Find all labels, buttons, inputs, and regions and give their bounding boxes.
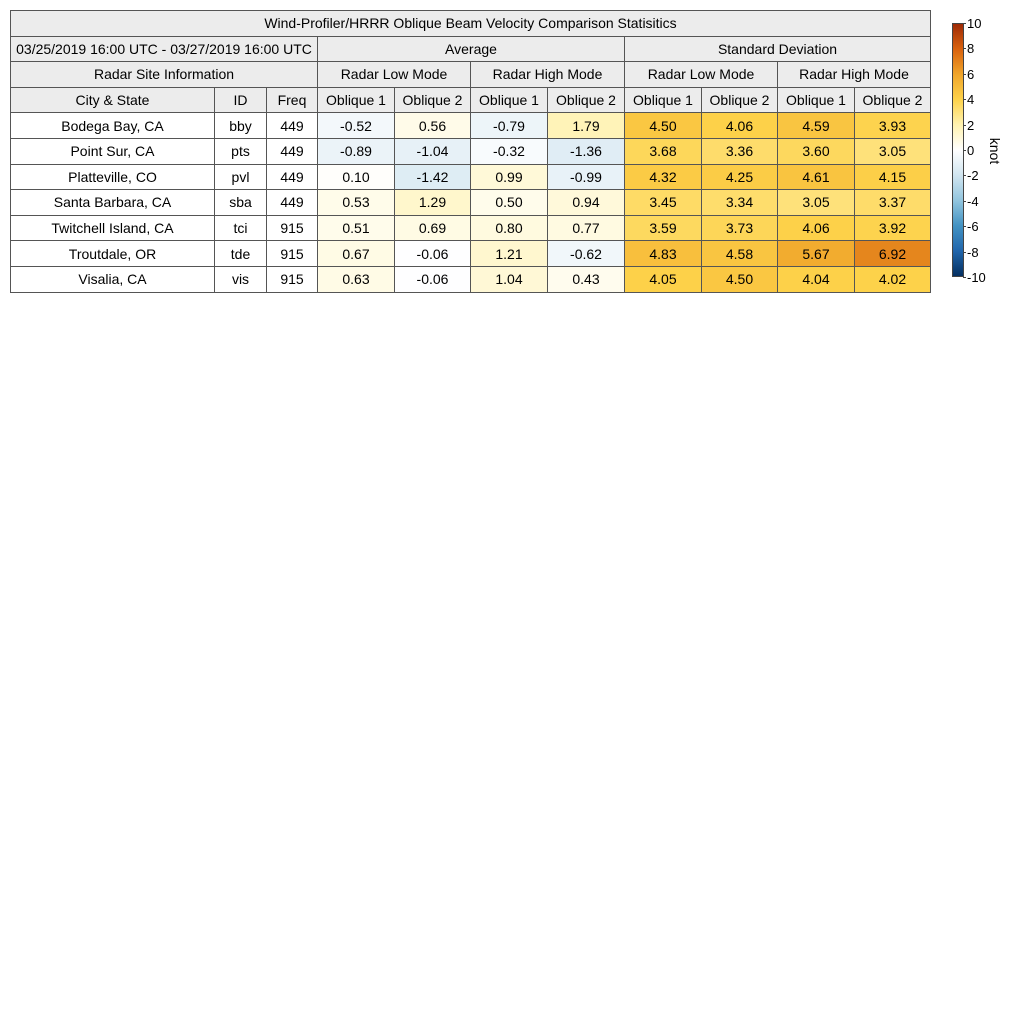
value-cell: 4.58 (702, 241, 778, 267)
value-cell: 3.36 (702, 138, 778, 164)
value-cell: 4.06 (778, 215, 855, 241)
cell-freq: 449 (267, 190, 318, 216)
column-header-city: City & State (11, 87, 215, 113)
value-cell: 0.50 (471, 190, 548, 216)
value-cell: -0.32 (471, 138, 548, 164)
colorbar-tick-label: -4 (967, 193, 979, 209)
stats-table (10, 10, 931, 293)
group-header-std-dev: Standard Deviation (625, 36, 931, 62)
value-cell: 3.37 (855, 190, 931, 216)
value-cell: 3.60 (778, 138, 855, 164)
value-cell: 1.29 (395, 190, 471, 216)
cell-freq: 449 (267, 113, 318, 139)
colorbar-tick-label: -2 (967, 168, 979, 184)
mode-header-sd-low: Radar Low Mode (625, 62, 778, 88)
value-cell: 0.63 (318, 266, 395, 292)
value-cell: 3.73 (702, 215, 778, 241)
cell-city: Platteville, CO (11, 164, 215, 190)
value-cell: 0.67 (318, 241, 395, 267)
table-row (11, 113, 931, 139)
value-cell: 1.04 (471, 266, 548, 292)
value-cell: -0.79 (471, 113, 548, 139)
value-cell: 4.32 (625, 164, 702, 190)
cell-id: pts (215, 138, 267, 164)
colorbar-tick-label: 8 (967, 41, 975, 57)
value-cell: -1.42 (395, 164, 471, 190)
value-cell: 0.51 (318, 215, 395, 241)
value-cell: -0.06 (395, 241, 471, 267)
value-cell: 4.02 (855, 266, 931, 292)
value-cell: -1.36 (548, 138, 625, 164)
value-cell: 3.05 (855, 138, 931, 164)
cell-freq: 449 (267, 164, 318, 190)
value-cell: 4.50 (625, 113, 702, 139)
value-cell: 4.59 (778, 113, 855, 139)
value-cell: 0.56 (395, 113, 471, 139)
table-row (11, 215, 931, 241)
value-cell: 6.92 (855, 241, 931, 267)
group-header-average: Average (318, 36, 625, 62)
value-cell: -0.06 (395, 266, 471, 292)
cell-id: sba (215, 190, 267, 216)
value-cell: 0.69 (395, 215, 471, 241)
value-cell: 1.21 (471, 241, 548, 267)
cell-freq: 915 (267, 241, 318, 267)
value-cell: 0.99 (471, 164, 548, 190)
value-cell: 3.45 (625, 190, 702, 216)
table-row (11, 266, 931, 292)
cell-city: Santa Barbara, CA (11, 190, 215, 216)
colorbar-tick-label: 6 (967, 66, 975, 82)
cell-id: tci (215, 215, 267, 241)
cell-id: bby (215, 113, 267, 139)
value-cell: 4.61 (778, 164, 855, 190)
column-header-sd-high-oblique-2: Oblique 2 (855, 87, 931, 113)
column-header-id: ID (215, 87, 267, 113)
value-cell: 0.80 (471, 215, 548, 241)
value-cell: 4.83 (625, 241, 702, 267)
table-row (11, 164, 931, 190)
table-title: Wind-Profiler/HRRR Oblique Beam Velocity Comparison Statisitics (11, 11, 931, 37)
value-cell: 0.43 (548, 266, 625, 292)
mode-header-avg-low: Radar Low Mode (318, 62, 471, 88)
colorbar-tick-label: 4 (967, 92, 975, 108)
value-cell: 4.05 (625, 266, 702, 292)
column-header-sd-low-oblique-1: Oblique 1 (625, 87, 702, 113)
value-cell: 4.15 (855, 164, 931, 190)
cell-city: Visalia, CA (11, 266, 215, 292)
value-cell: 3.34 (702, 190, 778, 216)
column-header-sd-low-oblique-2: Oblique 2 (702, 87, 778, 113)
value-cell: 3.92 (855, 215, 931, 241)
value-cell: 0.10 (318, 164, 395, 190)
colorbar-tick-label: 0 (967, 143, 975, 158)
table-row (11, 241, 931, 267)
colorbar-unit-label: knot (987, 137, 1003, 165)
value-cell: -0.89 (318, 138, 395, 164)
value-cell: 5.67 (778, 241, 855, 267)
colorbar-tick-label: -8 (967, 244, 979, 260)
cell-freq: 915 (267, 266, 318, 292)
cell-id: pvl (215, 164, 267, 190)
date-range: 03/25/2019 16:00 UTC - 03/27/2019 16:00 UTC (11, 36, 318, 62)
table-row (11, 190, 931, 216)
column-header-avg-high-oblique-1: Oblique 1 (471, 87, 548, 113)
value-cell: 4.06 (702, 113, 778, 139)
value-cell: 3.68 (625, 138, 702, 164)
value-cell: 1.79 (548, 113, 625, 139)
value-cell: 4.50 (702, 266, 778, 292)
mode-header-avg-high: Radar High Mode (471, 62, 625, 88)
cell-freq: 915 (267, 215, 318, 241)
value-cell: 4.04 (778, 266, 855, 292)
colorbar-tick-label: -10 (967, 270, 986, 285)
colorbar-tick-label: -6 (967, 219, 979, 235)
site-info-header: Radar Site Information (11, 62, 318, 88)
cell-id: tde (215, 241, 267, 267)
value-cell: 0.53 (318, 190, 395, 216)
value-cell: -0.62 (548, 241, 625, 267)
column-header-avg-low-oblique-2: Oblique 2 (395, 87, 471, 113)
value-cell: 3.05 (778, 190, 855, 216)
column-header-avg-high-oblique-2: Oblique 2 (548, 87, 625, 113)
value-cell: -1.04 (395, 138, 471, 164)
value-cell: 3.59 (625, 215, 702, 241)
colorbar-tick-label: 2 (967, 117, 975, 133)
mode-header-sd-high: Radar High Mode (778, 62, 931, 88)
column-header-sd-high-oblique-1: Oblique 1 (778, 87, 855, 113)
value-cell: 3.93 (855, 113, 931, 139)
colorbar-tick-label: 10 (967, 16, 982, 31)
table-row (11, 138, 931, 164)
cell-freq: 449 (267, 138, 318, 164)
value-cell: 4.25 (702, 164, 778, 190)
cell-city: Point Sur, CA (11, 138, 215, 164)
cell-city: Twitchell Island, CA (11, 215, 215, 241)
value-cell: -0.99 (548, 164, 625, 190)
value-cell: 0.77 (548, 215, 625, 241)
value-cell: 0.94 (548, 190, 625, 216)
column-header-avg-low-oblique-1: Oblique 1 (318, 87, 395, 113)
cell-city: Bodega Bay, CA (11, 113, 215, 139)
cell-id: vis (215, 266, 267, 292)
value-cell: -0.52 (318, 113, 395, 139)
cell-city: Troutdale, OR (11, 241, 215, 267)
column-header-freq: Freq (267, 87, 318, 113)
